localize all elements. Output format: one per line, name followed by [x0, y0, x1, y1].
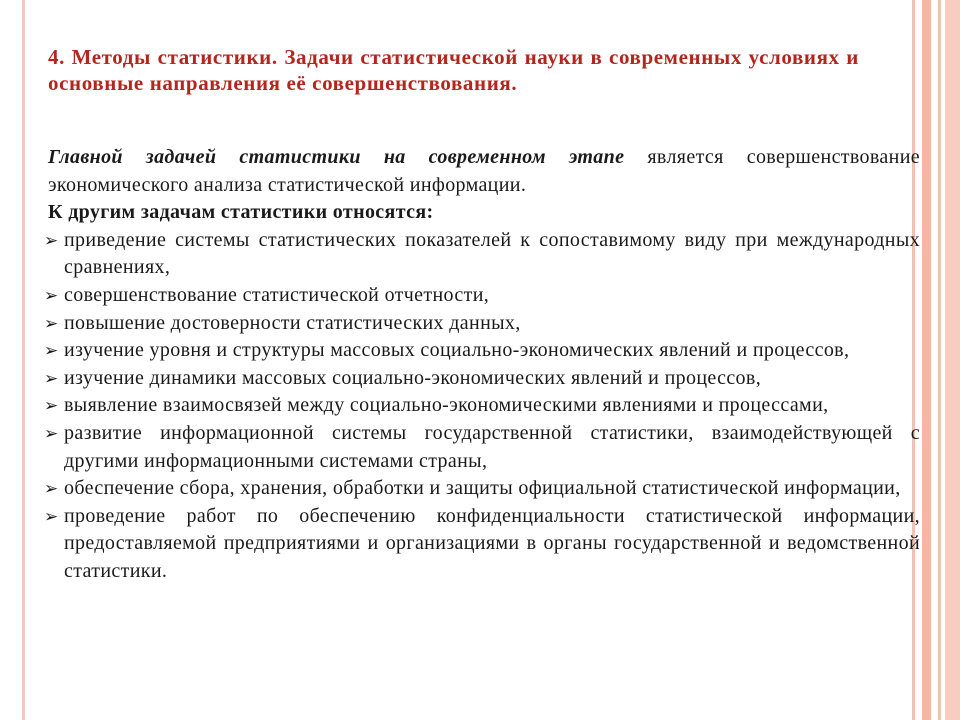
task-text: приведение системы статистических показателей к сопоставимому виду при международных сравнениях, — [64, 228, 920, 279]
task-item — [44, 420, 920, 475]
arrow-bullet-icon: ➢ — [44, 506, 59, 526]
task-item — [44, 475, 920, 503]
arrow-bullet-icon: ➢ — [44, 423, 59, 443]
task-item — [44, 282, 920, 310]
task-text: развитие информационной системы государственной статистики, взаимодействующей с другими информационными системами страны, — [64, 421, 920, 472]
task-item — [44, 503, 920, 586]
arrow-bullet-icon: ➢ — [44, 285, 59, 305]
arrow-bullet-icon: ➢ — [44, 479, 59, 499]
slide-title: 4. Методы статистики. Задачи статистической науки в современных условиях и основные направления её совершенствования. — [48, 45, 859, 95]
task-item — [44, 365, 920, 393]
arrow-bullet-icon: ➢ — [44, 230, 59, 250]
task-item — [44, 227, 920, 282]
task-item — [44, 392, 920, 420]
tasks-list — [44, 227, 920, 586]
arrow-bullet-icon: ➢ — [44, 368, 59, 388]
right-band-4 — [945, 0, 960, 720]
arrow-bullet-icon: ➢ — [44, 396, 59, 416]
task-text: изучение уровня и структуры массовых социально-экономических явлений и процессов, — [64, 339, 850, 362]
arrow-bullet-icon: ➢ — [44, 313, 59, 333]
task-item — [44, 337, 920, 365]
task-text: выявление взаимосвязей между социально-экономическими явлениями и процессами, — [64, 394, 829, 417]
arrow-bullet-icon: ➢ — [44, 341, 59, 361]
task-text: совершенствование статистической отчетности, — [64, 283, 490, 306]
intro-rest: является совершенствование экономического анализа статистической информации. — [48, 146, 920, 196]
task-text: обеспечение сбора, хранения, обработки и защиты официальной статистической информации, — [64, 477, 901, 500]
task-item — [44, 310, 920, 338]
left-decorative-band — [22, 0, 25, 720]
task-text: проведение работ по обеспечению конфиденциальности статистической информации, предоставляемой предприятиями и организациями в органы государственной и ведомственной статистики. — [64, 504, 920, 582]
task-text: повышение достоверности статистических данных, — [64, 311, 521, 334]
task-text: изучение динамики массовых социально-экономических явлений и процессов, — [64, 366, 762, 389]
intro-paragraph — [48, 144, 920, 199]
slide-content — [44, 144, 920, 586]
tasks-heading: К другим задачам статистики относятся: — [48, 201, 434, 224]
intro-lead: Главной задачей статистики на современном этапе — [48, 146, 625, 168]
right-band-2 — [922, 0, 931, 720]
right-band-3 — [938, 0, 941, 720]
